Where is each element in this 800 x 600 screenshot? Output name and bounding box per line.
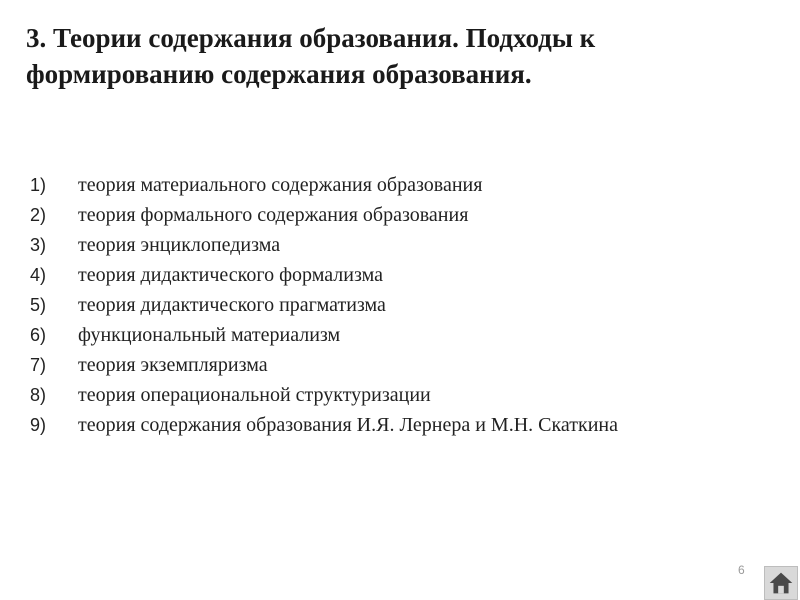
page-number: 6	[738, 563, 745, 577]
list-item-number: 4)	[30, 265, 47, 285]
list-item	[30, 260, 730, 290]
list-item	[30, 320, 730, 350]
list-item-number: 2)	[30, 205, 47, 225]
list-item-number: 7)	[30, 355, 47, 375]
list-item-text: теория дидактического формализма	[78, 264, 383, 286]
list-item-text: теория дидактического прагматизма	[78, 294, 386, 316]
list-item-text: теория энциклопедизма	[78, 234, 281, 256]
list-item-number: 5)	[30, 295, 47, 315]
list-item-number: 3)	[30, 235, 47, 255]
home-icon	[765, 567, 797, 599]
list-item	[30, 380, 730, 410]
list-item	[30, 410, 730, 440]
list-item-text: теория содержания образования И.Я. Лернера и М.Н. Скаткина	[78, 414, 618, 436]
list-item-text: теория экземпляризма	[78, 354, 268, 376]
list-item	[30, 170, 730, 200]
list-item-number: 9)	[30, 415, 47, 435]
list-item-text: теория формального содержания образования	[78, 204, 469, 226]
list-item	[30, 290, 730, 320]
list-item-text: теория операциональной структуризации	[78, 384, 431, 406]
list-item	[30, 230, 730, 260]
slide-title: 3. Теории содержания образования. Подходы к формированию содержания образования.	[26, 23, 596, 89]
list-item-text: теория материального содержания образования	[78, 174, 483, 196]
list-item-number: 1)	[30, 175, 47, 195]
theory-list	[30, 170, 730, 440]
list-item	[30, 200, 730, 230]
list-item-number: 8)	[30, 385, 47, 405]
list-item-number: 6)	[30, 325, 47, 345]
home-nav-button[interactable]	[764, 566, 798, 600]
list-item-text: функциональный материализм	[78, 324, 341, 346]
list-item	[30, 350, 730, 380]
